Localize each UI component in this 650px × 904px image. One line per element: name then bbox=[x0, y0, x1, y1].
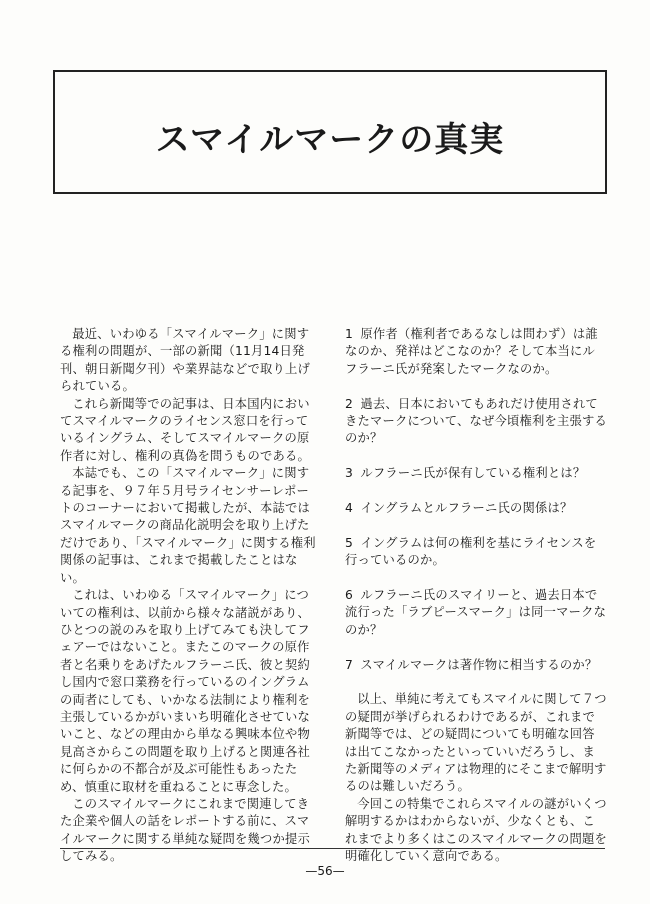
question-text: ルフラーニ氏が保有している権利とは？ bbox=[360, 466, 586, 481]
page-title: スマイルマークの真実 bbox=[155, 120, 505, 160]
question-number: 6 bbox=[345, 588, 354, 603]
question-item bbox=[345, 535, 607, 570]
paragraph: このスマイルマークにこれまで関連してきた企業や個人の話をレポートする前に、スマイルマークに関する単純な疑問を幾つか提示してみる。 bbox=[60, 796, 310, 864]
question-number: 2 bbox=[345, 396, 354, 411]
question-text: 原作者（権利者であるなしは問わず）は誰なのか、発祥はどこなのか？そして本当にルフラーニ氏が発案したマークなのか。 bbox=[345, 327, 598, 376]
paragraph: 最近、いわゆる「スマイルマーク」に関する権利の問題が、一部の新聞（11月14日発刊、朝日新聞夕刊）や業界誌などで取り上げられている。 bbox=[60, 327, 310, 394]
question-item bbox=[345, 326, 607, 378]
question-item bbox=[345, 657, 607, 674]
question-text: 過去、日本においてもあれだけ使用されてきたマークについて、なぜ今頃権利を主張するのか？ bbox=[345, 396, 607, 446]
right-column bbox=[345, 326, 607, 865]
question-number: 3 bbox=[345, 466, 354, 481]
question-number: 4 bbox=[345, 501, 354, 516]
paragraph: これら新聞等での記事は、日本国内においてスマイルマークのライセンス窓口を行っているイングラム、そしてスマイルマークの原作者に対し、権利の真偽を問うものである。 bbox=[60, 396, 310, 463]
question-item bbox=[345, 587, 607, 639]
paragraph: 本誌でも、この「スマイルマーク」に関する記事を、９７年５月号ライセンサーレポートのコーナーにおいて掲載したが、本誌ではスマイルマークの商品化説明会を取り上げただけであり、「スマイルマーク」に関する権利関係の記事は、これまで掲載したことはない。 bbox=[60, 466, 316, 585]
paragraph: 以上、単純に考えてもスマイルに関して７つの疑問が挙げられるわけであるが、これまで新聞等では、どの疑問についても明確な回答は出てこなかったといっていいだろうし、また新聞等のメディアは物理的にそこまで解明するのは難しいだろう。 bbox=[345, 692, 607, 794]
question-number: 1 bbox=[345, 327, 354, 341]
question-item bbox=[345, 396, 607, 448]
title-box bbox=[53, 70, 607, 194]
paragraph: これは、いわゆる「スマイルマーク」についての権利は、以前から様々な諸説があり、ひとつの説のみを取り上げてみても決してフェアーではないこと。またこのマークの原作者と名乗りをあげたルフラーニ氏、彼と契約し国内で窓口業務を行っているのイングラムの両者にしても、いかなる法制により権利を主張しているかがいまいち明確化させていないこと、などの理由から単なる興味本位や物見高さからこの問題を取り上げると関連各社に何らかの不都合が及ぶ可能性もあったため、慎重に取材を重ねることに専念した。 bbox=[60, 588, 310, 794]
question-number: 7 bbox=[345, 657, 354, 672]
question-text: ルフラーニ氏のスマイリーと、過去日本で流行った「ラブピースマーク」は同一マークなのか？ bbox=[345, 588, 607, 637]
question-text: イングラムは何の権利を基にライセンスを行っているのか。 bbox=[345, 535, 597, 568]
question-text: イングラムとルフラーニ氏の関係は？ bbox=[360, 501, 573, 516]
question-item bbox=[345, 465, 607, 482]
page-number: —56— bbox=[305, 864, 345, 878]
left-column bbox=[60, 326, 320, 866]
question-item bbox=[345, 500, 607, 517]
question-number: 5 bbox=[345, 535, 354, 550]
paragraph: 今回この特集でこれらスマイルの謎がいくつ解明するかはわからないが、少なくとも、これまでより多くはこのスマイルマークの問題を明確化していく意向である。 bbox=[345, 796, 607, 864]
footer-rule bbox=[60, 848, 605, 849]
question-text: スマイルマークは著作物に相当するのか？ bbox=[360, 657, 598, 672]
